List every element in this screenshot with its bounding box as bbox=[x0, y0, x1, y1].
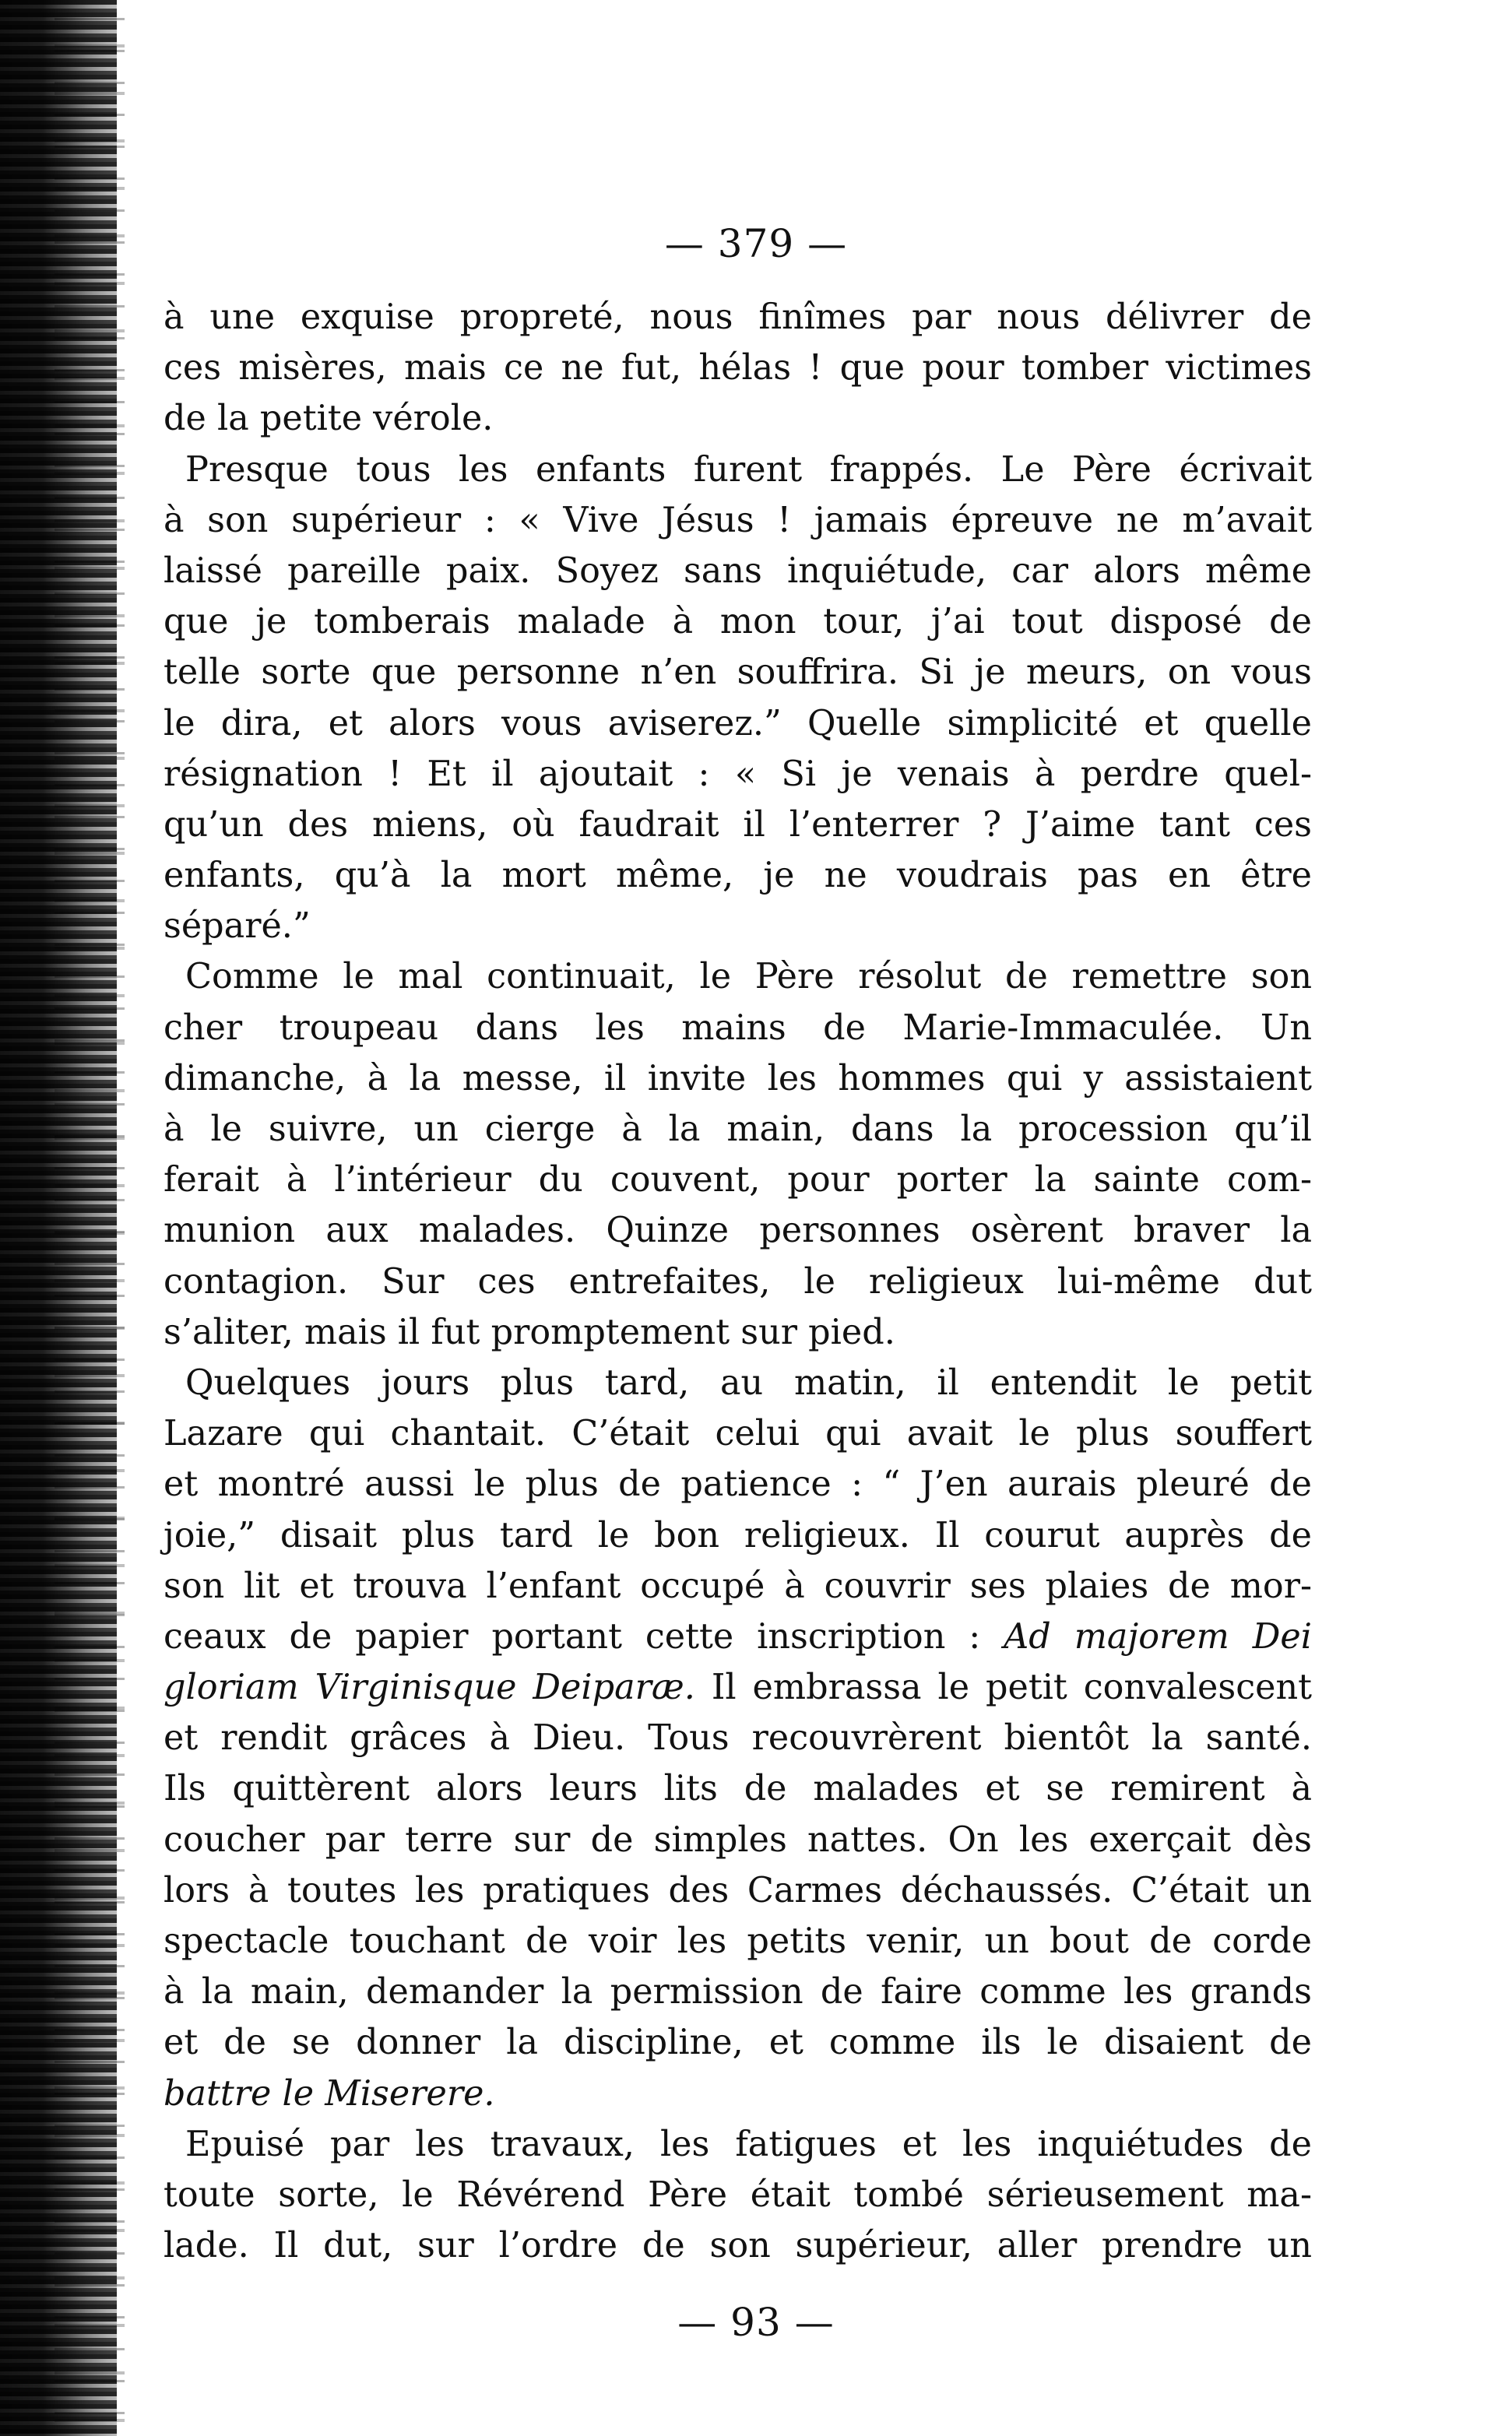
text-line: coucher par terre sur de simples nattes. On les exerçait dès bbox=[164, 1819, 1312, 1860]
text-line: à le suivre, un cierge à la main, dans la procession qu’il bbox=[164, 1109, 1312, 1149]
binding-shadow-texture bbox=[55, 0, 125, 2436]
text-line: Ils quittèrent alors leurs lits de malades et se remirent à bbox=[164, 1769, 1312, 1809]
text-line: que je tomberais malade à mon tour, j’ai tout disposé de bbox=[164, 602, 1312, 642]
text-line: enfants, qu’à la mort même, je ne voudrais pas en être bbox=[164, 856, 1312, 896]
text-line: munion aux malades. Quinze personnes osèrent braver la bbox=[164, 1211, 1312, 1251]
text-line: spectacle touchant de voir les petits venir, un bout de corde bbox=[164, 1921, 1312, 1961]
text-line: ces misères, mais ce ne fut, hélas ! que pour tomber victimes bbox=[164, 348, 1312, 388]
text-line: contagion. Sur ces entrefaites, le religieux lui-même dut bbox=[164, 1261, 1312, 1302]
text-line: son lit et trouva l’enfant occupé à couvrir ses plaies de mor- bbox=[164, 1566, 1312, 1606]
text-line: lors à toutes les pratiques des Carmes déchaussés. C’était un bbox=[164, 1870, 1312, 1910]
text-line: ceaux de papier portant cette inscription : Ad majorem Dei bbox=[164, 1616, 1312, 1657]
text-line: joie,” disait plus tard le bon religieux. Il courut auprès de bbox=[164, 1515, 1312, 1555]
text-line: résignation ! Et il ajoutait : « Si je venais à perdre quel- bbox=[164, 754, 1312, 794]
text-line: Lazare qui chantait. C’était celui qui avait le plus souffert bbox=[164, 1414, 1312, 1454]
text-line: battre le Miserere. bbox=[164, 2073, 495, 2114]
text-line: séparé.” bbox=[164, 906, 311, 947]
text-line: Quelques jours plus tard, au matin, il entendit le petit bbox=[185, 1362, 1312, 1403]
text-line: et rendit grâces à Dieu. Tous recouvrèrent bientôt la santé. bbox=[164, 1718, 1312, 1759]
text-line: telle sorte que personne n’en souffrira. Si je meurs, on vous bbox=[164, 652, 1312, 693]
text-line: Comme le mal continuait, le Père résolut de remettre son bbox=[185, 957, 1312, 997]
text-line: de la petite vérole. bbox=[164, 399, 494, 439]
text-line: et de se donner la discipline, et comme ils le disaient de bbox=[164, 2023, 1312, 2063]
body-text bbox=[164, 292, 1312, 2271]
text-line: qu’un des miens, où faudrait il l’enterrer ? J’aime tant ces bbox=[164, 804, 1312, 845]
text-line: lade. Il dut, sur l’ordre de son supérieur, aller prendre un bbox=[164, 2226, 1312, 2266]
text-line: à une exquise propreté, nous finîmes par nous délivrer de bbox=[164, 297, 1312, 337]
text-line: toute sorte, le Révérend Père était tombé sérieusement ma- bbox=[164, 2174, 1312, 2215]
text-line: à son supérieur : « Vive Jésus ! jamais épreuve ne m’avait bbox=[164, 500, 1312, 540]
text-line: à la main, demander la permission de faire comme les grands bbox=[164, 1972, 1312, 2012]
text-line: le dira, et alors vous aviserez.” Quelle simplicité et quelle bbox=[164, 703, 1312, 743]
text-line: laissé pareille paix. Soyez sans inquiétude, car alors même bbox=[164, 550, 1312, 591]
text-line: s’aliter, mais il fut promptement sur pied. bbox=[164, 1312, 895, 1352]
text-line: et montré aussi le plus de patience : “ J’en aurais pleuré de bbox=[164, 1464, 1312, 1505]
text-line: Epuisé par les travaux, les fatigues et les inquiétudes de bbox=[185, 2124, 1312, 2164]
page-number-bottom: — 93 — bbox=[677, 2300, 835, 2345]
text-line: Presque tous les enfants furent frappés. Le Père écrivait bbox=[185, 449, 1312, 490]
text-line: dimanche, à la messe, il invite les hommes qui y assistaient bbox=[164, 1058, 1312, 1098]
text-line: ferait à l’intérieur du couvent, pour porter la sainte com- bbox=[164, 1160, 1312, 1200]
text-line: cher troupeau dans les mains de Marie-Immaculée. Un bbox=[164, 1007, 1312, 1048]
page-number-top: — 379 — bbox=[664, 221, 848, 266]
text-line: gloriam Virginisque Deiparæ. Il embrassa le petit convalescent bbox=[164, 1668, 1312, 1708]
